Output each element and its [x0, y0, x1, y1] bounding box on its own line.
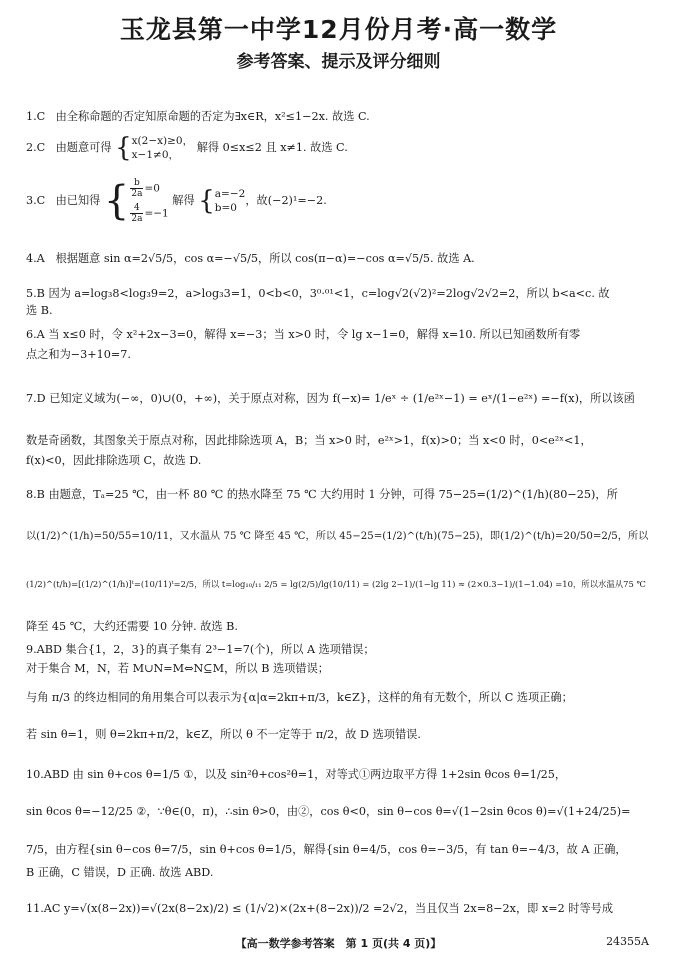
answer-3-solution-system	[215, 187, 246, 215]
answer-10-line-3: 7/5，由方程{sin θ−cos θ=7/5，sin θ+cos θ=1/5，解得{sin θ=4/5，cos θ=−3/5，有 tan θ=−4/3，故 A 正确，	[26, 843, 627, 856]
answer-1-text: 由全称命题的否定知原命题的否定为∃x∈R，x²≤1−2x. 故选 C.	[55, 110, 370, 123]
answer-8-line-1: 8.B 由题意，Tₐ=25 ℃，由一杯 80 ℃ 的热水降至 75 ℃ 大约用时 1 分钟，可得 75−25=(1/2)^(1/h)(80−25)，所	[26, 488, 618, 501]
answer-5-line-2: 选 B.	[26, 304, 53, 317]
answer-11-line-1: 11.AC y=√(x(8−2x))=√(2x(8−2x)/2) ≤ (1/√2)×(2x+(8−2x))/2 =2√2，当且仅当 2x=8−2x，即 x=2 时等号成	[26, 902, 614, 915]
answer-3-pre: 由已知得	[55, 194, 101, 207]
answer-2-eq2: x−1≠0，	[131, 149, 180, 161]
footer-page-info: 【高一数学参考答案 第 1 页(共 4 页)】	[235, 937, 442, 950]
answer-9-line-2: 对于集合 M，N，若 M∪N=M⇔N⊆M，所以 B 选项错误；	[26, 662, 329, 675]
fraction: $\frac{b}{2a}$	[131, 178, 143, 199]
answer-10-line-4: B 正确，C 错误，D 正确. 故选 ABD.	[26, 866, 214, 879]
answer-8-line-2: 以(1/2)^(1/h)=50/55=10/11，又水温从 75 ℃ 降至 45 ℃，所以 45−25=(1/2)^(t/h)(75−25)，即(1/2)^(t/h)=20/50=2/5，所以	[26, 531, 649, 542]
answer-3-given-system: $\frac{b}{2a}$ =0 $\frac{4}{2a}$ =−1	[131, 178, 169, 224]
answer-2-post: 解得 0≤x≤2 且 x≠1. 故选 C.	[196, 141, 348, 154]
answer-3-number: 3.C	[26, 194, 46, 207]
answer-2-system	[132, 134, 194, 162]
answer-7-line-2: 数是奇函数，其图象关于原点对称，因此排除选项 A，B；当 x>0 时，e²ˣ>1，f(x)>0；当 x<0 时，0<e²ˣ<1，	[26, 434, 592, 447]
answer-3-sol2: b=0	[214, 202, 237, 214]
answer-1	[26, 110, 370, 124]
page-title: 玉龙县第一中学12月份月考·高一数学	[119, 15, 558, 44]
answer-10-line-2: sin θcos θ=−12/25 ②，∵θ∈(0，π)，∴sin θ>0，由②，cos θ<0，sin θ−cos θ=√(1−2sin θcos θ)=√(1+24/25)=	[26, 805, 631, 818]
answer-5-line-1: 5.B 因为 a=log₃8<log₃9=2，a>log₃3=1，0<b<0，3⁰·⁰¹<1，c=log√2(√2)²=2log√2√2=2，所以 b<a<c. 故	[26, 287, 610, 300]
answer-2-number: 2.C	[26, 141, 46, 154]
answer-10-line-1: 10.ABD 由 sin θ+cos θ=1/5 ①，以及 sin²θ+cos²θ=1，对等式①两边取平方得 1+2sin θcos θ=1/25，	[26, 768, 567, 781]
answer-4-number: 4.A	[26, 252, 45, 265]
answer-8-line-4: 降至 45 ℃，大约还需要 10 分钟. 故选 B.	[26, 620, 238, 633]
answer-7-line-3: f(x)<0，因此排除选项 C，故选 D.	[26, 454, 202, 467]
answer-9-line-4: 若 sin θ=1，则 θ=2kπ+π/2，k∈Z，所以 θ 不一定等于 π/2，故 D 选项错误.	[26, 728, 421, 741]
answer-3	[26, 178, 327, 224]
footer-code: 24355A	[606, 935, 649, 948]
answer-6-line-2: 点之和为−3+10=7.	[26, 348, 131, 361]
answer-9-line-1: 9.ABD 集合{1，2，3}的真子集有 2³−1=7(个)，所以 A 选项错误；	[26, 643, 375, 656]
fraction: $\frac{4}{2a}$	[131, 203, 143, 224]
answer-2-pre: 由题意可得	[55, 141, 112, 154]
page-subtitle: 参考答案、提示及评分细则	[236, 52, 441, 72]
answer-4-text: 根据题意 sin α=2√5/5，cos α=−√5/5，所以 cos(π−α)=−cos α=√5/5. 故选 A.	[55, 252, 475, 265]
brace-symbol: {	[115, 133, 132, 163]
brace-symbol: {	[103, 178, 130, 224]
answer-1-number: 1.C	[26, 110, 46, 123]
answer-6-line-1: 6.A 当 x≤0 时，令 x²+2x−3=0，解得 x=−3；当 x>0 时，令 lg x−1=0，解得 x=10. 所以已知函数所有零	[26, 328, 581, 341]
brace-symbol: {	[198, 186, 215, 216]
answer-2-eq1: x(2−x)≥0，	[131, 135, 194, 147]
answer-3-post: 解得	[172, 194, 195, 207]
answer-3-sol1: a=−2	[214, 188, 246, 200]
answer-7-line-1: 7.D 已知定义域为(−∞，0)∪(0，+∞)，关于原点对称，因为 f(−x)= 1/eˣ ÷ (1/e²ˣ−1) = eˣ/(1−e²ˣ) =−f(x)，所以该函	[26, 392, 635, 405]
answer-3-tail: ，故(−2)¹=−2.	[245, 194, 327, 207]
answer-2	[26, 134, 348, 162]
answer-8-line-3: (1/2)^(t/h)=[(1/2)^(1/h)]ᵗ=(10/11)ᵗ=2/5，所以 t=log₁₀/₁₁ 2/5 = lg(2/5)/lg(10/11) = (2lg 2−1)/(1−lg 11) ≈ (2×0.3−1)/(1−1.04) =10，所以水温从75 ℃	[26, 579, 646, 589]
answer-4	[26, 252, 475, 266]
answer-9-line-3: 与角 π/3 的终边相同的角用集合可以表示为{α|α=2kπ+π/3，k∈Z}，这样的角有无数个，所以 C 选项正确；	[26, 691, 573, 704]
